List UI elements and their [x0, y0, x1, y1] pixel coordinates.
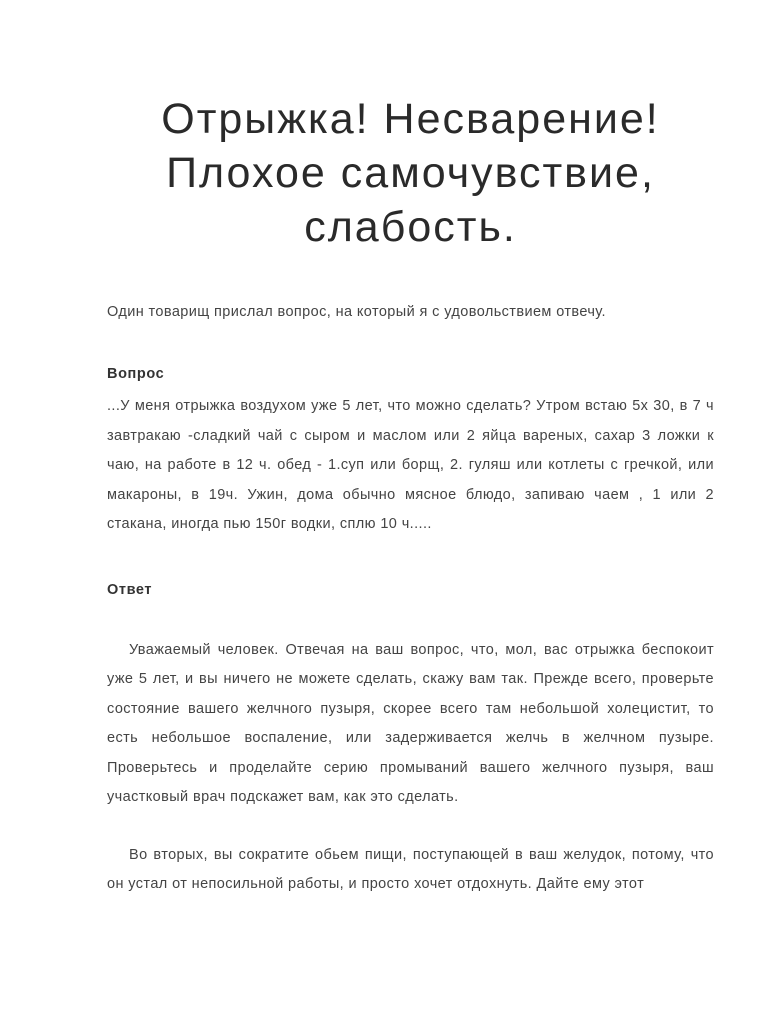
- title-line-3: слабость.: [304, 203, 517, 251]
- title-line-2: Плохое самочувствие,: [166, 149, 655, 197]
- document-page: [107, 92, 714, 900]
- question-paragraph: ...У меня отрыжка воздухом уже 5 лет, что можно сделать? Утром встаю 5х 30, в 7 ч завтракаю -сладкий чай с сыром и маслом или 2 яйца вареных, сахар 3 ложки к чаю, на работе в 12 ч. обед - 1.суп или борщ, 2. гуляш или котлеты с гречкой, или макароны, в 19ч. Ужин, дома обычно мясное блюдо, запиваю чаем , 1 или 2 стакана, иногда пью 150г водки, сплю 10 ч.....: [107, 398, 714, 532]
- answer-paragraph-1: Уважаемый человек. Отвечая на ваш вопрос, что, мол, вас отрыжка беспокоит уже 5 лет, и вы ничего не можете сделать, скажу вам так. Прежде всего, проверьте состояние вашего желчного пузыря, скорее всего там небольшой холецистит, то есть небольшое воспаление, или задерживается желчь в желчном пузыре. Проверьтесь и проделайте серию промываний вашего желчного пузыря, ваш участковый врач подскажет вам, как это сделать.: [107, 641, 714, 805]
- answer-label: Ответ: [107, 581, 153, 598]
- question-label: Вопрос: [107, 366, 165, 382]
- document-title: [107, 92, 714, 254]
- answer-paragraph-2: Во вторых, вы сократите обьем пищи, поступающей в ваш желудок, потому, что он устал от непосильной работы, и просто хочет отдохнуть. Дайте ему этот: [107, 846, 714, 892]
- intro-paragraph: Один товарищ прислал вопрос, на который я с удовольствием отвечу.: [107, 304, 606, 320]
- title-line-1: Отрыжка! Несварение!: [161, 95, 660, 143]
